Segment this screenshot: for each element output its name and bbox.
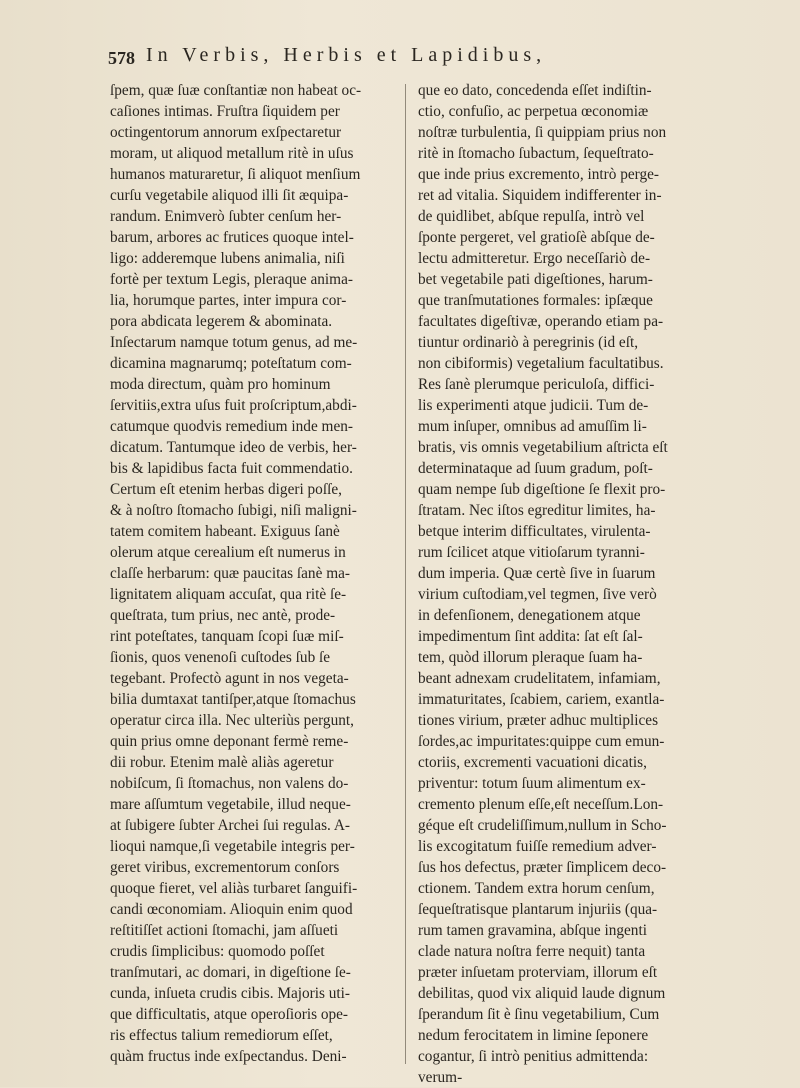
text-line: tatem comitem habeant. Exiguus ſanè [110,523,340,540]
text-line: in defenſionem, denegationem atque [418,607,641,624]
text-line: cremento plenum eſſe,eſt neceſſum.Lon- [418,796,664,813]
text-line: tranſmutari, ac domari, in digeſtione ſe- [110,964,351,981]
text-line: lis excogitatum fuiſſe remedium adver- [418,838,657,855]
text-line: humanos maturaretur, ſi aliquot menſium [110,166,361,183]
text-line: ctoriis, excrementi vacuationi dicatis, [418,754,647,771]
text-line: ſequeſtratisque plantarum injuriis (qua- [418,901,658,918]
text-line: que inde prius excremento, intrò perge- [418,166,659,183]
text-line: randum. Enimverò ſubter cenſum her- [110,208,342,225]
text-line: nedum ferocitatem in limine ſeponere [418,1027,649,1044]
text-line: quàm fructus inde exſpectandus. Deni- [110,1048,347,1065]
text-line: ſperandum ſit è ſinu vegetabilium, Cum [418,1006,660,1023]
text-line: ſervitiis,extra uſus fuit proſcriptum,abdi- [110,397,357,414]
text-line: olerum atque cerealium eſt numerus in [110,544,346,561]
text-line: rum ſcilicet atque vitioſarum tyranni- [418,544,645,561]
text-line: ſus hos defectus, præter ſimplicem deco- [418,859,667,876]
text-line: tiones virium, præter adhuc multiplices [418,712,659,729]
text-line: facultates digeſtivæ, operando etiam pa- [418,313,664,330]
text-line: nobiſcum, ſi ſtomachus, non valens do- [110,775,349,792]
text-line: lioqui namque,ſi vegetabile integris per- [110,838,355,855]
text-line: bratis, vis omnis vegetabilium aſtricta eſt [418,439,668,456]
text-line: ligo: adderemque lubens animalia, niſi [110,250,345,267]
text-line: rum tamen gravamina, abſque ingenti [418,922,647,939]
text-line: virium cuſtodiam,vel tegmen, ſive verò [418,586,657,603]
text-line: ctio, confuſio, ac perpetua œconomiæ [418,103,649,120]
text-line: tiuntur ordinariò à peregrinis (id eſt, [418,334,639,351]
text-line: ſtratam. Nec iſtos egreditur limites, ha- [418,502,656,519]
text-line: queſtrata, tum prius, nec antè, prode- [110,607,336,624]
text-line: lia, horumque partes, inter impura cor- [110,292,347,309]
text-line: verum- [418,1069,463,1086]
text-line: ſionis, quos venenoſi cuſtodes ſub ſe [110,649,331,666]
text-line: ret ad vitalia. Siquidem indifferenter in- [418,187,662,204]
text-line: tem, quòd illorum pleraque ſuam ha- [418,649,643,666]
text-line: ſpem, quæ ſuæ conſtantiæ non habeat oc- [110,82,362,99]
text-line: beant adnexam crudelitatem, infamiam, [418,670,661,687]
text-line: lis experimenti atque judicii. Tum de- [418,397,649,414]
text-line: tegebant. Profectò agunt in nos vegeta- [110,670,349,687]
text-line: betque interim difficultates, virulenta- [418,523,651,540]
text-line: rint poteſtates, tanquam ſcopi ſuæ miſ- [110,628,344,645]
text-line: reſtitiſſet actioni ſtomachi, jam aſſueti [110,922,339,939]
text-line: ris effectus talium remediorum eſſet, [110,1027,333,1044]
text-line: operatur circa illa. Nec ulteriùs pergunt, [110,712,354,729]
text-line: & à noſtro ſtomacho ſubigi, niſi maligni- [110,502,357,519]
text-line: ſponte pergeret, vel gratioſè abſque de- [418,229,655,246]
text-line: dicatum. Tantumque ideo de verbis, her- [110,439,357,456]
text-line: géque eſt crudeliſſimum,nullum in Scho- [418,817,667,834]
left-column [110,80,400,1065]
text-line: curſu vegetabile aliquod illi ſit æquipa- [110,187,349,204]
text-line: cunda, inſueta crudis cibis. Majoris uti- [110,985,351,1002]
running-head [108,44,720,70]
page-number: 578 [108,48,135,68]
text-line: mare aſſumtum vegetabile, illud neque- [110,796,351,813]
column-divider [405,84,406,1064]
text-line: lectu admitteretur. Ergo neceſſariò de- [418,250,651,267]
text-line: que tranſmutationes formales: ipſæque [418,292,653,309]
text-line: de quidlibet, abſque repulſa, intrò vel [418,208,645,225]
text-line: priventur: totum ſuum alimentum ex- [418,775,646,792]
text-line: pora abdicata legerem & abominata. [110,313,333,330]
text-line: barum, arbores ac frutices quoque intel- [110,229,354,246]
text-line: Res ſanè plerumque periculoſa, diffici- [418,376,655,393]
text-line: que difficultatis, atque operoſioris ope- [110,1006,349,1023]
text-line: claſſe herbarum: quæ paucitas ſanè ma- [110,565,350,582]
text-line: præter inſuetam proterviam, illorum eſt [418,964,658,981]
text-line: quam nempe ſub digeſtione ſe flexit pro- [418,481,666,498]
text-line: lignitatem aliquam accuſat, qua ritè ſe- [110,586,347,603]
text-line: bilia dumtaxat tantiſper,atque ſtomachus [110,691,356,708]
text-line: at ſubigere ſubter Archei ſui regulas. A- [110,817,350,834]
text-line: fortè per textum Legis, pleraque anima- [110,271,353,288]
text-line: ritè in ſtomacho ſubactum, ſequeſtrato- [418,145,654,162]
text-line: caſiones intimas. Fruſtra ſiquidem per [110,103,340,120]
text-line: dicamina magnarumq; poteſtatum com- [110,355,352,372]
text-line: noſtræ turbulentia, ſi quippiam prius non [418,124,667,141]
text-line: quoque fieret, vel aliàs turbaret ſanguifi- [110,880,358,897]
text-line: crudis ſimplicibus: quomodo poſſet [110,943,325,960]
text-line: Certum eſt etenim herbas digeri poſſe, [110,481,342,498]
text-line: candi œconomiam. Alioquin enim quod [110,901,353,918]
text-line: moda directum, quàm pro hominum [110,376,331,393]
text-line: bis & lapidibus facta fuit commendatio. [110,460,353,477]
text-line: dii robur. Etenim malè aliàs ageretur [110,754,334,771]
right-column [418,80,718,1086]
text-line: bet vegetabile pati digeſtiones, harum- [418,271,653,288]
text-line: clade natura noſtra ferre nequit) tanta [418,943,646,960]
text-line: que eo dato, concedenda eſſet indiſtin- [418,82,652,99]
text-line: immaturitates, ſcabiem, cariem, exantla- [418,691,665,708]
text-line: cogantur, ſi intrò penitius admittenda: [418,1048,649,1065]
running-title: In Verbis, Herbis et Lapidibus, [146,44,547,66]
text-line: debilitas, quod vix aliquid laude dignum [418,985,666,1002]
text-line: ſordes,ac impuritates:quippe cum emun- [418,733,665,750]
text-line: quin prius omne deponant fermè reme- [110,733,349,750]
text-line: catumque quodvis remedium inde men- [110,418,353,435]
text-line: moram, ut aliquod metallum ritè in uſus [110,145,354,162]
text-line: geret viribus, excrementorum conſors [110,859,340,876]
text-line: determinataque ad ſuum gradum, poſt- [418,460,653,477]
text-line: octingentorum annorum exſpectaretur [110,124,342,141]
text-line: impedimentum ſint addita: ſat eſt ſal- [418,628,643,645]
text-line: dum imperia. Quæ certè ſive in ſuarum [418,565,656,582]
text-line: mum inſuper, omnibus ad amuſſim li- [418,418,647,435]
text-line: Inſectarum namque totum genus, ad me- [110,334,358,351]
text-line: ctionem. Tandem extra horum cenſum, [418,880,655,897]
text-line: non cibiformis) vegetalium facultatibus. [418,355,664,372]
